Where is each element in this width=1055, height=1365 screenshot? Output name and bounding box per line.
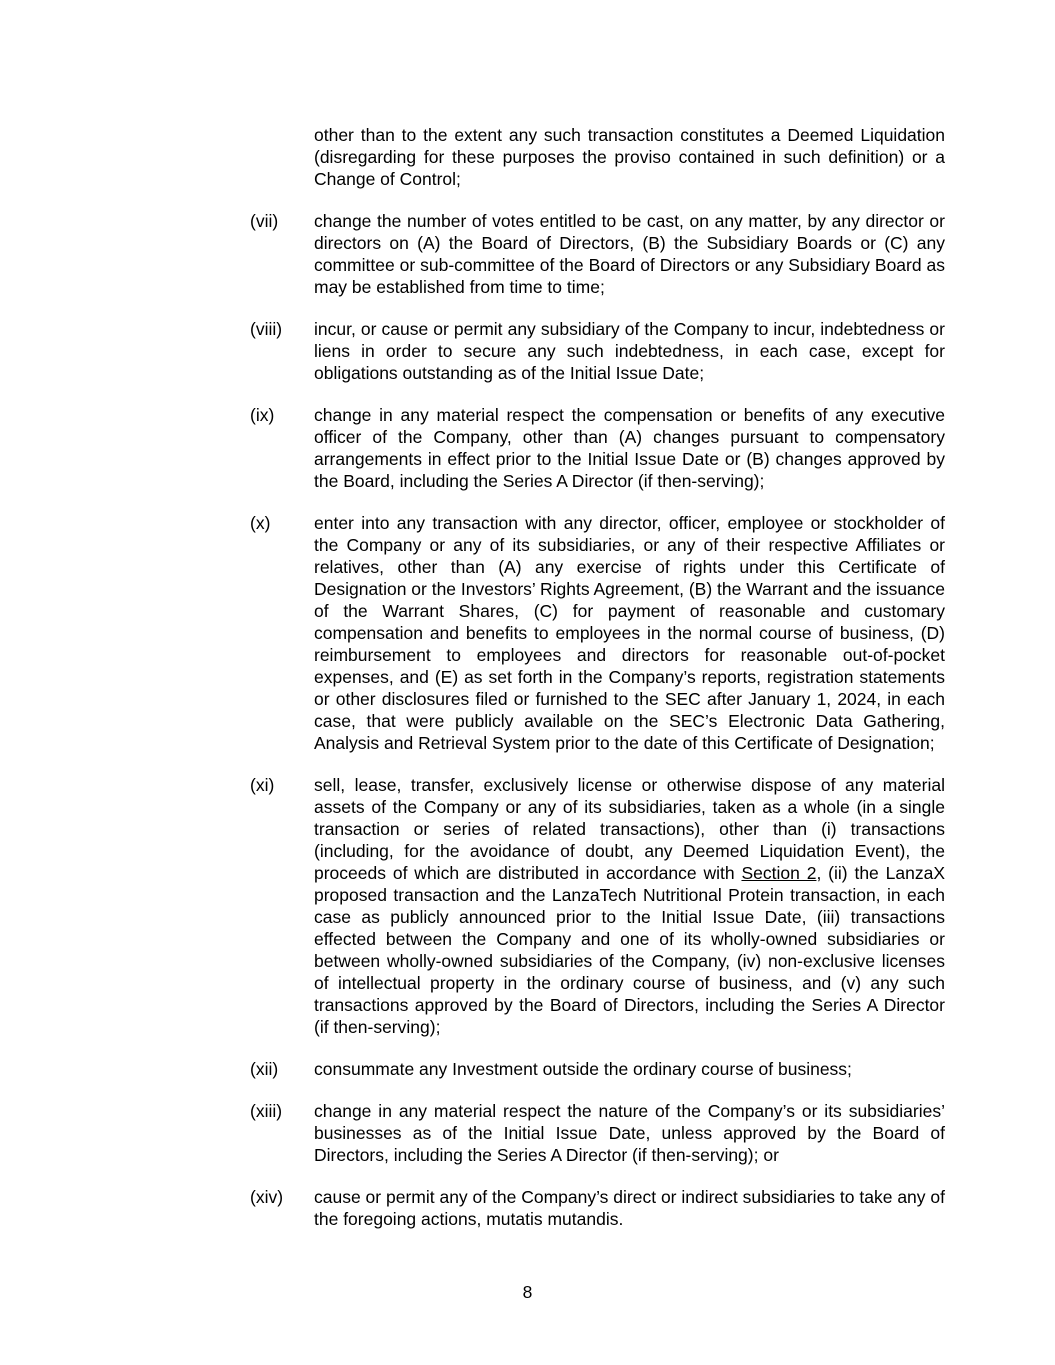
text-segment: change in any material respect the nature of the Company’s or its subsidiaries’ businesses as of the Initial Issue Date, unless approved by the Board of Directors, including the Series A Director (if then-serving); or — [314, 1101, 945, 1165]
clause-item — [250, 318, 945, 384]
clause-text — [314, 1100, 945, 1166]
section-reference-underlined: Section 2 — [741, 863, 817, 883]
clause-text — [314, 318, 945, 384]
text-segment: consummate any Investment outside the ordinary course of business; — [314, 1059, 852, 1079]
clause-number: (xiii) — [250, 1101, 283, 1121]
clause-number: (xiv) — [250, 1187, 284, 1207]
text-segment: other than to the extent any such transaction constitutes a Deemed Liquidation (disregarding for these purposes the proviso contained in such definition) or a Change of Control; — [314, 125, 945, 189]
clause-item — [250, 404, 945, 492]
clause-list — [250, 124, 945, 1250]
clause-item — [250, 512, 945, 754]
text-segment: incur, or cause or permit any subsidiary of the Company to incur, indebtedness or liens in order to secure any such indebtedness, in each case, except for obligations outstanding as of the Initial Issue Date; — [314, 319, 945, 383]
clause-text — [314, 1058, 945, 1080]
text-segment: change in any material respect the compensation or benefits of any executive officer of the Company, other than (A) changes pursuant to compensatory arrangements in effect prior to the Initial Issue Date or (B) changes approved by the Board, including the Series A Director (if then-serving); — [314, 405, 945, 491]
clause-number: (ix) — [250, 405, 275, 425]
clause-item — [250, 210, 945, 298]
clause-number: (xii) — [250, 1059, 279, 1079]
clause-number: (xi) — [250, 775, 275, 795]
clause-number: (viii) — [250, 319, 283, 339]
text-segment: enter into any transaction with any director, officer, employee or stockholder of the Company or any of its subsidiaries, or any of their respective Affiliates or relatives, other than (A) any exercise of rights under this Certificate of Designation or the Investors’ Rights Agreement, (B) the Warrant and the issuance of the Warrant Shares, (C) for payment of reasonable and customary compensation and benefits to employees in the normal course of business, (D) reimbursement to employees and directors for reasonable out-of-pocket expenses, and (E) as set forth in the Company’s reports, registration statements or other disclosures filed or furnished to the SEC after January 1, 2024, in each case, that were publicly available on the SEC’s Electronic Data Gathering, Analysis and Retrieval System prior to the date of this Certificate of Designation; — [314, 513, 945, 753]
clause-number: (x) — [250, 513, 271, 533]
clause-text — [314, 1186, 945, 1230]
text-segment: sell, lease, transfer, exclusively license or otherwise dispose of any material assets of the Company or any of its subsidiaries, taken as a whole (in a single transaction or series of related transactions), other than (i) transactions (including, for the avoidance of doubt, any Deemed Liquidation Event), the proceeds of which are distributed in accordance with — [314, 775, 945, 883]
text-segment: change the number of votes entitled to be cast, on any matter, by any director or directors on (A) the Board of Directors, (B) the Subsidiary Boards or (C) any committee or sub-committee of the Board of Directors or any Subsidiary Board as may be established from time to time; — [314, 211, 945, 297]
text-segment: , (ii) the LanzaX proposed transaction and the LanzaTech Nutritional Protein transaction, in each case as publicly announced prior to the Initial Issue Date, (iii) transactions effected between the Company and one of its wholly-owned subsidiaries or between wholly-owned subsidiaries of the Company, (iv) non-exclusive licenses of intellectual property in the ordinary course of business, and (v) any such transactions approved by the Board of Directors, including the Series A Director (if then-serving); — [314, 863, 945, 1037]
clause-item — [250, 1186, 945, 1230]
text-segment: cause or permit any of the Company’s direct or indirect subsidiaries to take any of the foregoing actions, mutatis mutandis. — [314, 1187, 945, 1229]
clause-item — [250, 774, 945, 1038]
clause-item — [250, 1058, 945, 1080]
clause-text — [314, 210, 945, 298]
clause-text — [314, 774, 945, 1038]
paragraph-continuation — [250, 124, 945, 190]
clause-text — [314, 404, 945, 492]
page-number: 8 — [522, 1282, 533, 1302]
clause-text — [314, 512, 945, 754]
clause-number: (vii) — [250, 211, 279, 231]
clause-text — [314, 124, 945, 190]
clause-item — [250, 1100, 945, 1166]
